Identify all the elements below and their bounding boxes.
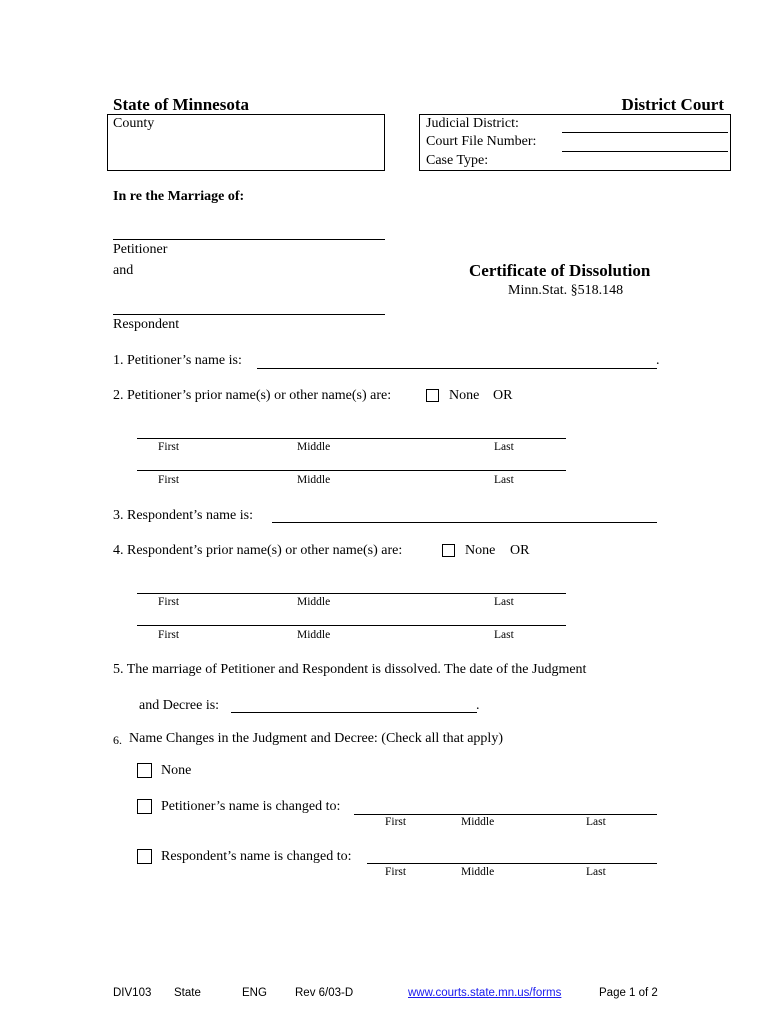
q6-petitioner-change-checkbox[interactable] [137, 799, 152, 814]
q6-respondent-last-label: Last [586, 866, 606, 878]
footer-language: ENG [242, 987, 267, 999]
q1-petitioner-name-label: 1. Petitioner’s name is: [113, 353, 242, 368]
statute-reference: Minn.Stat. §518.148 [508, 283, 624, 298]
q4-middle-label-2: Middle [297, 629, 331, 641]
q6-respondent-middle-label: Middle [461, 866, 495, 878]
q4-respondent-prior-names-label: 4. Respondent’s prior name(s) or other name(s) are: [113, 543, 403, 558]
q2-last-label-1: Last [494, 441, 514, 453]
q1-period: . [656, 353, 660, 368]
q4-middle-label-1: Middle [297, 596, 331, 608]
footer-form-id: DIV103 [113, 987, 152, 999]
q3-respondent-name-label: 3. Respondent’s name is: [113, 508, 253, 523]
q2-first-label-2: First [158, 474, 180, 486]
q6-petitioner-new-name-field[interactable] [354, 814, 657, 815]
q6-number: 6. [113, 733, 122, 747]
case-type-label: Case Type: [426, 153, 489, 168]
q6-none-label: None [161, 763, 192, 778]
q6-petitioner-first-label: First [385, 816, 407, 828]
respondent-name-line[interactable] [113, 314, 385, 315]
q6-petitioner-last-label: Last [586, 816, 606, 828]
q4-last-label-1: Last [494, 596, 514, 608]
q2-or-label: OR [493, 388, 513, 403]
footer-page-number: Page 1 of 2 [599, 987, 658, 999]
q4-prior-name-line-2[interactable] [137, 625, 566, 626]
in-re-label: In re the Marriage of: [113, 189, 245, 204]
q6-respondent-change-label: Respondent’s name is changed to: [161, 849, 352, 864]
and-label: and [113, 263, 134, 278]
court-file-number-label: Court File Number: [426, 134, 537, 149]
q2-last-label-2: Last [494, 474, 514, 486]
county-label: County [113, 116, 155, 131]
q4-first-label-1: First [158, 596, 180, 608]
court-heading: District Court [621, 95, 724, 114]
q2-none-label: None [449, 388, 480, 403]
q5-period: . [476, 698, 480, 713]
respondent-label: Respondent [113, 317, 180, 332]
judicial-district-field[interactable] [562, 132, 728, 133]
document-title: Certificate of Dissolution [469, 261, 651, 280]
petitioner-name-line[interactable] [113, 239, 385, 240]
q6-petitioner-change-label: Petitioner’s name is changed to: [161, 799, 341, 814]
q4-none-checkbox[interactable] [442, 544, 455, 557]
state-heading: State of Minnesota [113, 95, 249, 114]
q6-respondent-first-label: First [385, 866, 407, 878]
court-file-number-field[interactable] [562, 151, 728, 152]
q5-decree-date-field[interactable] [231, 712, 477, 713]
q2-prior-name-line-2[interactable] [137, 470, 566, 471]
q2-none-checkbox[interactable] [426, 389, 439, 402]
q6-respondent-new-name-field[interactable] [367, 863, 657, 864]
footer-revision: Rev 6/03-D [295, 987, 354, 999]
q5-dissolution-statement: 5. The marriage of Petitioner and Respondent is dissolved. The date of the Judgment [113, 662, 587, 677]
q6-respondent-change-checkbox[interactable] [137, 849, 152, 864]
q4-last-label-2: Last [494, 629, 514, 641]
q2-petitioner-prior-names-label: 2. Petitioner’s prior name(s) or other name(s) are: [113, 388, 392, 403]
q2-middle-label-1: Middle [297, 441, 331, 453]
q2-first-label-1: First [158, 441, 180, 453]
q6-name-changes-label: Name Changes in the Judgment and Decree: (Check all that apply) [129, 731, 503, 746]
q4-or-label: OR [510, 543, 530, 558]
judicial-district-label: Judicial District: [426, 116, 519, 131]
q4-none-label: None [465, 543, 496, 558]
q1-petitioner-name-field[interactable] [257, 368, 657, 369]
footer-state: State [174, 987, 201, 999]
q2-middle-label-2: Middle [297, 474, 331, 486]
petitioner-label: Petitioner [113, 242, 168, 257]
q4-prior-name-line-1[interactable] [137, 593, 566, 594]
q6-none-checkbox[interactable] [137, 763, 152, 778]
q3-respondent-name-field[interactable] [272, 522, 657, 523]
q4-first-label-2: First [158, 629, 180, 641]
q2-prior-name-line-1[interactable] [137, 438, 566, 439]
q6-petitioner-middle-label: Middle [461, 816, 495, 828]
footer-forms-link[interactable]: www.courts.state.mn.us/forms [408, 987, 562, 999]
q5-decree-date-label: and Decree is: [139, 698, 220, 713]
